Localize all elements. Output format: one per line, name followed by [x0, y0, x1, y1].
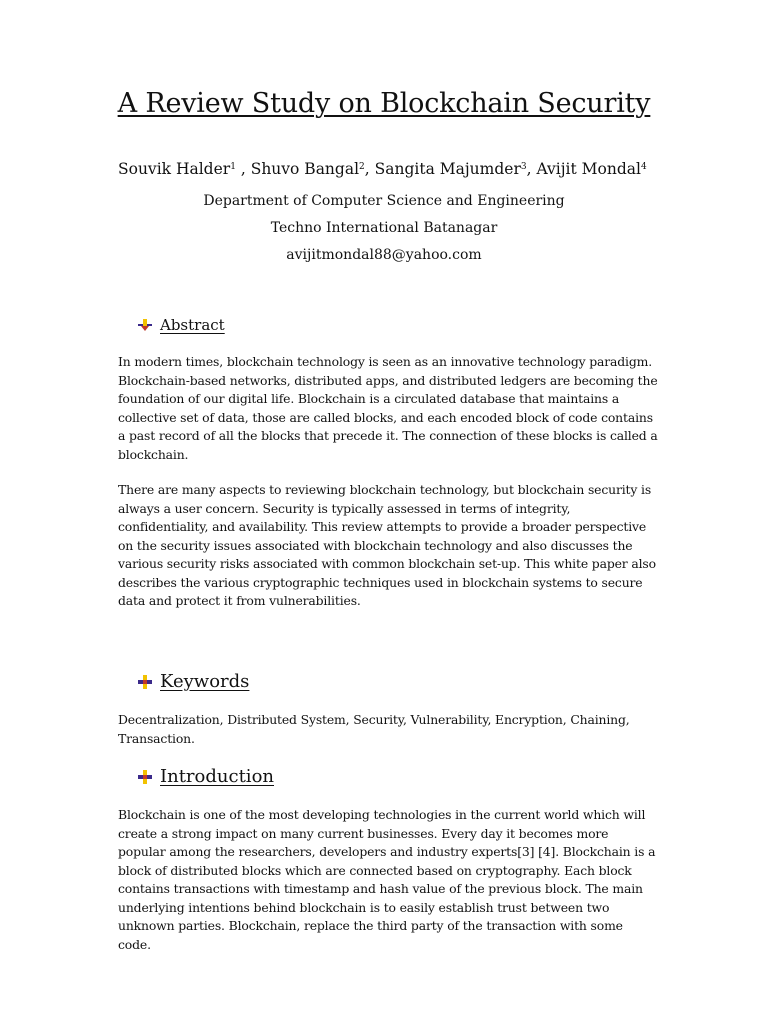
- author-separator: ,: [526, 160, 537, 178]
- keywords-heading-text: Keywords: [160, 671, 250, 692]
- plus-bullet-icon: [138, 675, 152, 689]
- author-separator: ,: [235, 160, 251, 178]
- department: Department of Computer Science and Engineering: [203, 193, 565, 209]
- abstract-heading-text: Abstract: [160, 316, 225, 334]
- author-mark: 4: [640, 162, 647, 172]
- author-name: Avijit Mondal: [536, 160, 641, 178]
- plus-bullet-icon: [138, 770, 152, 784]
- author-mark: 3: [520, 162, 527, 172]
- author-name: Souvik Halder: [118, 160, 231, 178]
- institution: Techno International Batanagar: [270, 220, 498, 236]
- introduction-paragraph: Blockchain is one of the most developing technologies in the current world which will create a strong impact on many current businesses. Every day it becomes more popular among the researchers, developers and industry experts[3] [4]. Blockchain is a block of distributed blocks which are connected based on cryptography. Each block contains transactions with timestamp and hash value of the previous block. The main underlying intentions behind blockchain is to easily establish trust between two unknown parties. Blockchain, replace the third party of the transaction with some code.: [118, 807, 656, 952]
- author-list: [118, 160, 647, 178]
- author-mark: 1: [230, 162, 236, 172]
- paper-title: A Review Study on Blockchain Security: [117, 88, 651, 119]
- introduction-heading-text: Introduction: [160, 766, 274, 787]
- keywords-heading: [138, 671, 249, 692]
- email-link[interactable]: avijitmondal88@yahoo.com: [286, 247, 482, 263]
- abstract-heading: [138, 316, 225, 334]
- arrow-down-bullet-icon: [138, 318, 152, 332]
- author-name: Shuvo Bangal: [250, 160, 360, 178]
- abstract-paragraph-2: There are many aspects to reviewing blockchain technology, but blockchain security is always a user concern. Security is typically assessed in terms of integrity, confidentiality, and availability. This review attempts to provide a broader perspective on the security issues associated with blockchain technology and also discusses the various security risks associated with common blockchain set-up. This white paper also describes the various cryptographic techniques used in blockchain systems to secure data and protect it from vulnerabilities.: [118, 482, 656, 608]
- introduction-heading: [138, 766, 274, 787]
- abstract-paragraph-1: In modern times, blockchain technology is seen as an innovative technology paradigm. Blockchain-based networks, distributed apps, and distributed ledgers are becoming the foundation of our digital life. Blockchain is a circulated database that maintains a collective set of data, those are called blocks, and each encoded block of code contains a past record of all the blocks that precede it. The connection of these blocks is called a blockchain.: [118, 354, 658, 462]
- author-name: Sangita Majumder: [374, 160, 521, 178]
- keywords-text: Decentralization, Distributed System, Security, Vulnerability, Encryption, Chaining, Transaction.: [118, 712, 630, 746]
- author-mark: 2: [359, 162, 365, 172]
- author-separator: ,: [364, 160, 375, 178]
